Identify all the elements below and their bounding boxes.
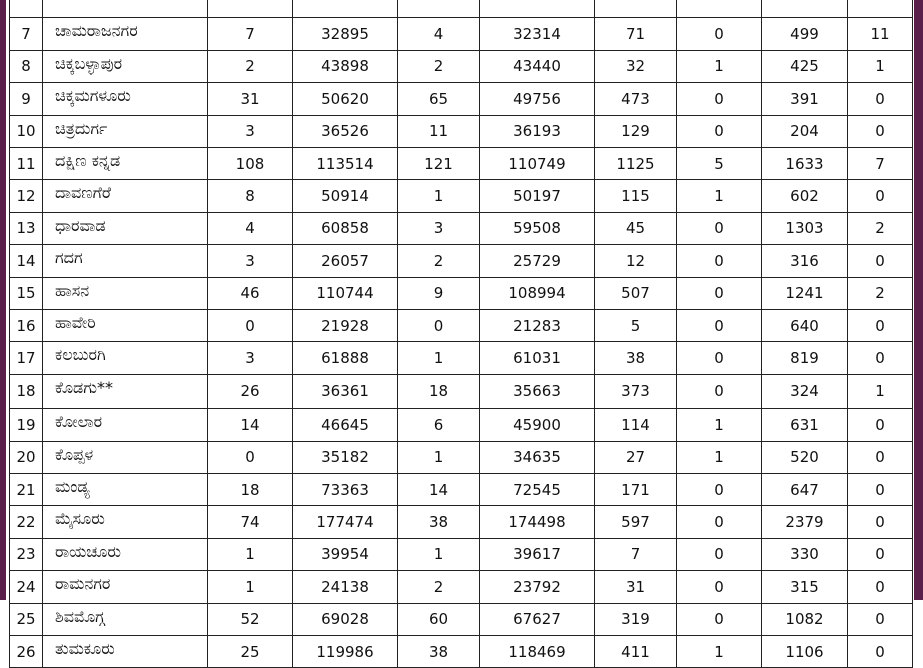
value-cell: 631 xyxy=(762,409,848,441)
value-cell: 108 xyxy=(208,147,293,179)
value-cell: 73363 xyxy=(293,473,398,505)
value-cell xyxy=(677,0,762,18)
table-row xyxy=(10,409,913,441)
value-cell: 597 xyxy=(595,506,677,538)
value-cell xyxy=(480,0,595,18)
value-cell: 0 xyxy=(848,180,913,212)
value-cell: 38 xyxy=(398,635,480,667)
value-cell: 121 xyxy=(398,147,480,179)
district-name-cell: ರಾಮನಗರ xyxy=(43,571,208,603)
table-row xyxy=(10,441,913,473)
value-cell: 5 xyxy=(595,309,677,341)
district-name-cell: ತುಮಕೂರು xyxy=(43,635,208,667)
value-cell: 9 xyxy=(398,277,480,309)
serial-number-cell: 14 xyxy=(10,245,43,277)
value-cell: 520 xyxy=(762,441,848,473)
value-cell: 50914 xyxy=(293,180,398,212)
value-cell xyxy=(762,0,848,18)
value-cell: 4 xyxy=(208,212,293,244)
value-cell: 36526 xyxy=(293,115,398,147)
value-cell: 35182 xyxy=(293,441,398,473)
value-cell: 38 xyxy=(398,506,480,538)
table-row xyxy=(10,309,913,341)
value-cell: 0 xyxy=(677,603,762,635)
value-cell: 0 xyxy=(848,409,913,441)
value-cell: 602 xyxy=(762,180,848,212)
value-cell: 43440 xyxy=(480,50,595,82)
value-cell: 34635 xyxy=(480,441,595,473)
value-cell: 11 xyxy=(848,18,913,50)
value-cell: 473 xyxy=(595,83,677,115)
value-cell: 315 xyxy=(762,571,848,603)
table-row xyxy=(10,18,913,50)
value-cell: 23792 xyxy=(480,571,595,603)
value-cell: 60 xyxy=(398,603,480,635)
serial-number-cell: 11 xyxy=(10,147,43,179)
value-cell: 27 xyxy=(595,441,677,473)
value-cell: 46645 xyxy=(293,409,398,441)
serial-number-cell: 15 xyxy=(10,277,43,309)
value-cell: 14 xyxy=(398,473,480,505)
value-cell: 0 xyxy=(208,309,293,341)
value-cell: 12 xyxy=(595,245,677,277)
value-cell: 0 xyxy=(848,245,913,277)
value-cell: 31 xyxy=(208,83,293,115)
value-cell: 0 xyxy=(677,473,762,505)
value-cell: 0 xyxy=(848,342,913,374)
value-cell: 0 xyxy=(848,115,913,147)
value-cell: 1 xyxy=(677,50,762,82)
value-cell: 1 xyxy=(677,441,762,473)
value-cell: 2 xyxy=(848,212,913,244)
value-cell: 0 xyxy=(848,538,913,570)
value-cell: 0 xyxy=(848,506,913,538)
value-cell: 640 xyxy=(762,309,848,341)
value-cell: 3 xyxy=(398,212,480,244)
value-cell: 411 xyxy=(595,635,677,667)
value-cell: 49756 xyxy=(480,83,595,115)
district-data-table xyxy=(9,0,913,668)
value-cell: 46 xyxy=(208,277,293,309)
value-cell: 115 xyxy=(595,180,677,212)
serial-number-cell: 8 xyxy=(10,50,43,82)
value-cell: 1 xyxy=(848,374,913,409)
value-cell: 36193 xyxy=(480,115,595,147)
value-cell: 819 xyxy=(762,342,848,374)
table-row xyxy=(10,473,913,505)
district-name-cell: ಕೊಡಗು** xyxy=(43,374,208,409)
value-cell: 177474 xyxy=(293,506,398,538)
value-cell: 0 xyxy=(848,441,913,473)
value-cell: 3 xyxy=(208,245,293,277)
value-cell: 35663 xyxy=(480,374,595,409)
serial-number-cell: 21 xyxy=(10,473,43,505)
value-cell: 61888 xyxy=(293,342,398,374)
table-row xyxy=(10,603,913,635)
district-name-cell: ಕೋಲಾರ xyxy=(43,409,208,441)
district-name-cell: ದಾವಣಗೆರೆ xyxy=(43,180,208,212)
value-cell: 4 xyxy=(398,18,480,50)
value-cell: 65 xyxy=(398,83,480,115)
value-cell: 32895 xyxy=(293,18,398,50)
value-cell: 0 xyxy=(677,115,762,147)
value-cell: 174498 xyxy=(480,506,595,538)
value-cell: 18 xyxy=(398,374,480,409)
value-cell: 3 xyxy=(208,342,293,374)
value-cell xyxy=(208,0,293,18)
value-cell: 1125 xyxy=(595,147,677,179)
value-cell: 0 xyxy=(677,309,762,341)
value-cell: 0 xyxy=(848,309,913,341)
table-row xyxy=(10,83,913,115)
value-cell: 507 xyxy=(595,277,677,309)
value-cell: 18 xyxy=(208,473,293,505)
district-name-cell: ಚಿತ್ರದುರ್ಗ xyxy=(43,115,208,147)
value-cell: 0 xyxy=(848,603,913,635)
table-row xyxy=(10,277,913,309)
value-cell xyxy=(848,0,913,18)
value-cell: 2 xyxy=(398,245,480,277)
district-name-cell: ಹಾವೇರಿ xyxy=(43,309,208,341)
value-cell: 67627 xyxy=(480,603,595,635)
value-cell: 1082 xyxy=(762,603,848,635)
serial-number-cell: 7 xyxy=(10,18,43,50)
value-cell: 25729 xyxy=(480,245,595,277)
table-row xyxy=(10,506,913,538)
table-row xyxy=(10,245,913,277)
district-name-cell: ಶಿವಮೊಗ್ಗ xyxy=(43,603,208,635)
district-name-cell: ಮೈಸೂರು xyxy=(43,506,208,538)
value-cell: 1241 xyxy=(762,277,848,309)
table-row xyxy=(10,115,913,147)
district-name-cell: ಚಿಕ್ಕಬಳ್ಳಾಪುರ xyxy=(43,50,208,82)
value-cell: 2379 xyxy=(762,506,848,538)
table-row xyxy=(10,374,913,409)
value-cell: 45 xyxy=(595,212,677,244)
value-cell: 118469 xyxy=(480,635,595,667)
serial-number-cell: 19 xyxy=(10,409,43,441)
value-cell: 59508 xyxy=(480,212,595,244)
value-cell: 324 xyxy=(762,374,848,409)
serial-number-cell: 12 xyxy=(10,180,43,212)
value-cell: 7 xyxy=(208,18,293,50)
value-cell: 21283 xyxy=(480,309,595,341)
district-name-cell: ಕೊಪ್ಪಳ xyxy=(43,441,208,473)
district-name-cell: ಚಿಕ್ಕಮಗಳೂರು xyxy=(43,83,208,115)
value-cell: 425 xyxy=(762,50,848,82)
serial-number-cell: 9 xyxy=(10,83,43,115)
value-cell: 32314 xyxy=(480,18,595,50)
value-cell: 39617 xyxy=(480,538,595,570)
value-cell: 171 xyxy=(595,473,677,505)
value-cell: 11 xyxy=(398,115,480,147)
value-cell: 1106 xyxy=(762,635,848,667)
value-cell: 1 xyxy=(208,538,293,570)
serial-number-cell: 26 xyxy=(10,635,43,667)
table-row xyxy=(10,212,913,244)
value-cell: 0 xyxy=(848,571,913,603)
value-cell: 114 xyxy=(595,409,677,441)
serial-number-cell: 22 xyxy=(10,506,43,538)
value-cell: 373 xyxy=(595,374,677,409)
table-row xyxy=(10,635,913,667)
value-cell: 26 xyxy=(208,374,293,409)
value-cell: 0 xyxy=(848,83,913,115)
left-border-strip xyxy=(0,0,6,600)
value-cell: 7 xyxy=(848,147,913,179)
value-cell: 499 xyxy=(762,18,848,50)
value-cell: 69028 xyxy=(293,603,398,635)
value-cell: 31 xyxy=(595,571,677,603)
district-name-cell: ಹಾಸನ xyxy=(43,277,208,309)
serial-number-cell: 25 xyxy=(10,603,43,635)
serial-number-cell: 18 xyxy=(10,374,43,409)
value-cell: 0 xyxy=(848,473,913,505)
value-cell: 1 xyxy=(677,409,762,441)
value-cell: 39954 xyxy=(293,538,398,570)
value-cell: 1 xyxy=(398,342,480,374)
district-name-cell: ಗದಗ xyxy=(43,245,208,277)
value-cell: 50620 xyxy=(293,83,398,115)
value-cell: 1633 xyxy=(762,147,848,179)
table-body xyxy=(10,0,913,668)
serial-number-cell xyxy=(10,0,43,18)
value-cell: 0 xyxy=(677,571,762,603)
value-cell: 1303 xyxy=(762,212,848,244)
value-cell: 71 xyxy=(595,18,677,50)
value-cell: 61031 xyxy=(480,342,595,374)
value-cell: 1 xyxy=(208,571,293,603)
value-cell xyxy=(293,0,398,18)
value-cell: 0 xyxy=(677,83,762,115)
value-cell: 319 xyxy=(595,603,677,635)
serial-number-cell: 13 xyxy=(10,212,43,244)
value-cell: 316 xyxy=(762,245,848,277)
value-cell: 14 xyxy=(208,409,293,441)
value-cell: 0 xyxy=(677,212,762,244)
value-cell: 45900 xyxy=(480,409,595,441)
value-cell: 129 xyxy=(595,115,677,147)
value-cell: 0 xyxy=(677,506,762,538)
district-name-cell: ಕಲಬುರಗಿ xyxy=(43,342,208,374)
value-cell: 113514 xyxy=(293,147,398,179)
value-cell: 391 xyxy=(762,83,848,115)
value-cell: 38 xyxy=(595,342,677,374)
district-name-cell: ದಕ್ಷಿಣ ಕನ್ನಡ xyxy=(43,147,208,179)
value-cell: 108994 xyxy=(480,277,595,309)
district-name-cell: ರಾಯಚೂರು xyxy=(43,538,208,570)
value-cell: 21928 xyxy=(293,309,398,341)
value-cell: 1 xyxy=(677,635,762,667)
value-cell: 3 xyxy=(208,115,293,147)
value-cell: 1 xyxy=(398,180,480,212)
table-row xyxy=(10,180,913,212)
value-cell: 50197 xyxy=(480,180,595,212)
serial-number-cell: 20 xyxy=(10,441,43,473)
value-cell: 647 xyxy=(762,473,848,505)
serial-number-cell: 23 xyxy=(10,538,43,570)
district-name-cell: ಚಾಮರಾಜನಗರ xyxy=(43,18,208,50)
district-name-cell: ಮಂಡ್ಯ xyxy=(43,473,208,505)
value-cell: 6 xyxy=(398,409,480,441)
value-cell: 0 xyxy=(677,342,762,374)
value-cell: 2 xyxy=(398,571,480,603)
value-cell: 0 xyxy=(677,245,762,277)
value-cell: 110749 xyxy=(480,147,595,179)
value-cell: 0 xyxy=(677,277,762,309)
value-cell xyxy=(595,0,677,18)
value-cell: 0 xyxy=(677,538,762,570)
value-cell: 0 xyxy=(208,441,293,473)
district-name-cell: ಧಾರವಾಡ xyxy=(43,212,208,244)
value-cell: 1 xyxy=(398,441,480,473)
table-row xyxy=(10,342,913,374)
value-cell: 0 xyxy=(848,635,913,667)
value-cell: 25 xyxy=(208,635,293,667)
value-cell: 24138 xyxy=(293,571,398,603)
value-cell: 0 xyxy=(398,309,480,341)
value-cell: 110744 xyxy=(293,277,398,309)
district-name-cell xyxy=(43,0,208,18)
table-row xyxy=(10,147,913,179)
value-cell: 26057 xyxy=(293,245,398,277)
value-cell: 2 xyxy=(848,277,913,309)
value-cell: 330 xyxy=(762,538,848,570)
value-cell: 52 xyxy=(208,603,293,635)
value-cell: 8 xyxy=(208,180,293,212)
value-cell: 74 xyxy=(208,506,293,538)
value-cell xyxy=(398,0,480,18)
value-cell: 60858 xyxy=(293,212,398,244)
value-cell: 5 xyxy=(677,147,762,179)
value-cell: 72545 xyxy=(480,473,595,505)
value-cell: 1 xyxy=(398,538,480,570)
table-row xyxy=(10,50,913,82)
serial-number-cell: 16 xyxy=(10,309,43,341)
value-cell: 2 xyxy=(398,50,480,82)
value-cell: 204 xyxy=(762,115,848,147)
value-cell: 32 xyxy=(595,50,677,82)
table-row xyxy=(10,538,913,570)
value-cell: 43898 xyxy=(293,50,398,82)
value-cell: 1 xyxy=(848,50,913,82)
serial-number-cell: 10 xyxy=(10,115,43,147)
value-cell: 7 xyxy=(595,538,677,570)
table-row xyxy=(10,571,913,603)
value-cell: 0 xyxy=(677,374,762,409)
value-cell: 0 xyxy=(677,18,762,50)
serial-number-cell: 17 xyxy=(10,342,43,374)
value-cell: 36361 xyxy=(293,374,398,409)
value-cell: 119986 xyxy=(293,635,398,667)
right-border-strip xyxy=(914,0,923,600)
table-row xyxy=(10,0,913,18)
value-cell: 1 xyxy=(677,180,762,212)
value-cell: 2 xyxy=(208,50,293,82)
serial-number-cell: 24 xyxy=(10,571,43,603)
